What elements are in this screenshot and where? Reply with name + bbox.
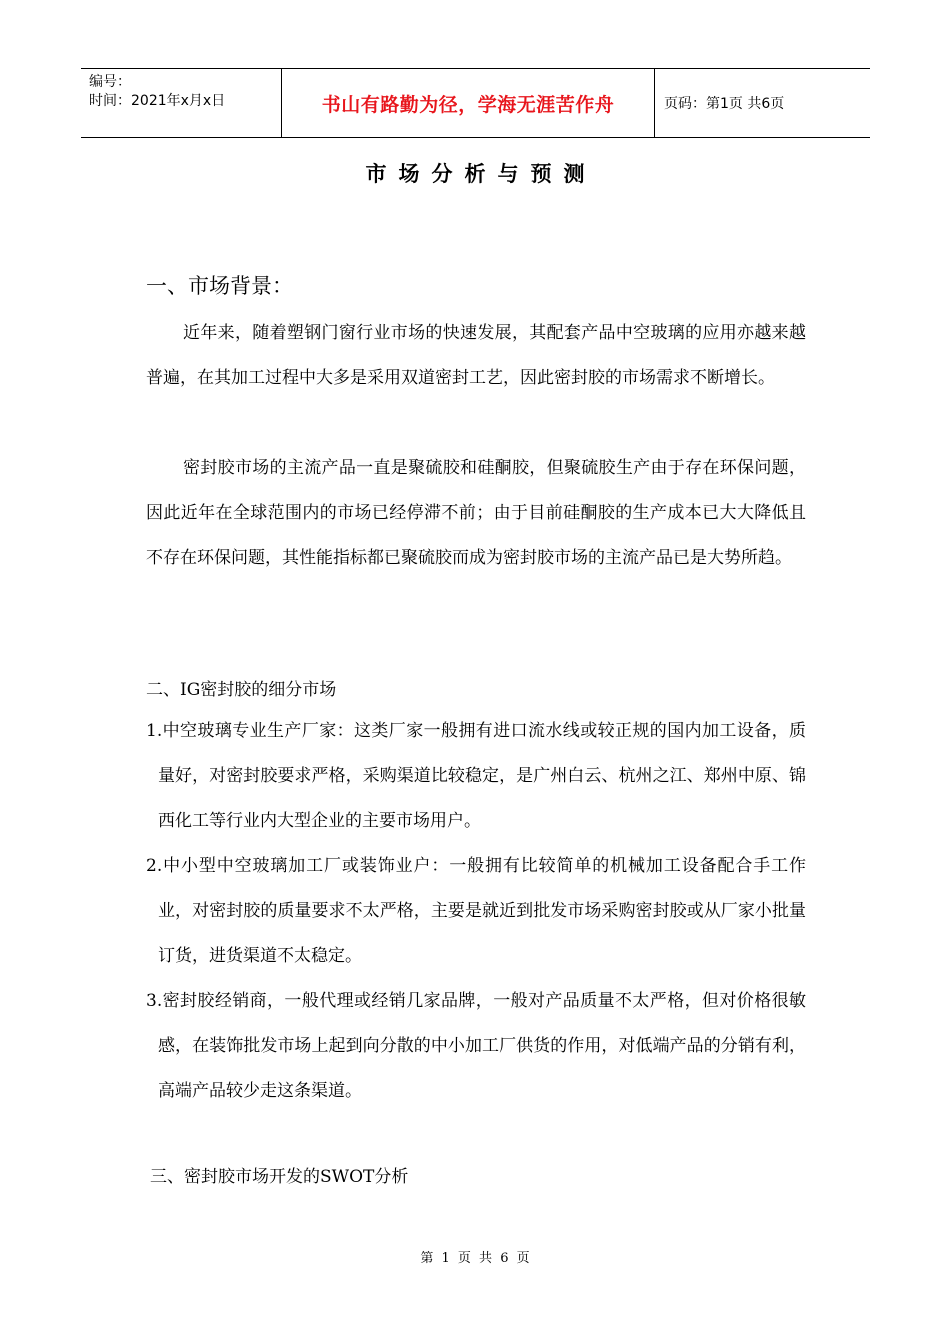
section-1-heading: 一、市场背景： bbox=[146, 274, 293, 298]
header-meta-cell bbox=[81, 69, 282, 137]
header-motto: 书山有路勤为径，学海无涯苦作舟 bbox=[321, 93, 615, 116]
header-page-cell bbox=[655, 69, 870, 137]
section-1-paragraph: 近年来，随着塑钢门窗行业市场的快速发展，其配套产品中空玻璃的应用亦越来越普遍，在其加工过程中大多是采用双道密封工艺，因此密封胶的市场需求不断增长。 bbox=[146, 323, 806, 388]
section-2-list-item: 3.密封胶经销商，一般代理或经销几家品牌，一般对产品质量不太严格，但对价格很敏感，在装饰批发市场上起到向分散的中小加工厂供货的作用，对低端产品的分销有利，高端产品较少走这条渠道。 bbox=[146, 991, 806, 1101]
document-number-label: 编号： bbox=[89, 74, 131, 90]
section-2-list-item: 1.中空玻璃专业生产厂家：这类厂家一般拥有进口流水线或较正规的国内加工设备，质量好，对密封胶要求严格，采购渠道比较稳定，是广州白云、杭州之江、郑州中原、锦西化工等行业内大型企业的主要市场用户。 bbox=[146, 721, 806, 831]
document-title: 市场分析与预测 bbox=[365, 162, 597, 186]
document-time-label: 时间：2021年x月x日 bbox=[89, 93, 226, 109]
section-3-heading: 三、密封胶市场开发的SWOT分析 bbox=[150, 1167, 409, 1187]
header-table bbox=[81, 68, 870, 138]
section-2-heading: 二、IG密封胶的细分市场 bbox=[146, 680, 337, 700]
section-1-paragraph: 密封胶市场的主流产品一直是聚硫胶和硅酮胶，但聚硫胶生产由于存在环保问题，因此近年在全球范围内的市场已经停滞不前；由于目前硅酮胶的生产成本已大大降低且不存在环保问题，其性能指标都已聚硫胶而成为密封胶市场的主流产品已是大势所趋。 bbox=[146, 458, 806, 568]
page-footer: 第 1 页 共 6 页 bbox=[420, 1251, 530, 1266]
section-2-list-item: 2.中小型中空玻璃加工厂或装饰业户：一般拥有比较简单的机械加工设备配合手工作业，对密封胶的质量要求不太严格，主要是就近到批发市场采购密封胶或从厂家小批量订货，进货渠道不太稳定。 bbox=[146, 856, 806, 966]
header-page-info: 页码：第1页 共6页 bbox=[664, 96, 785, 112]
header-motto-cell bbox=[282, 69, 655, 137]
